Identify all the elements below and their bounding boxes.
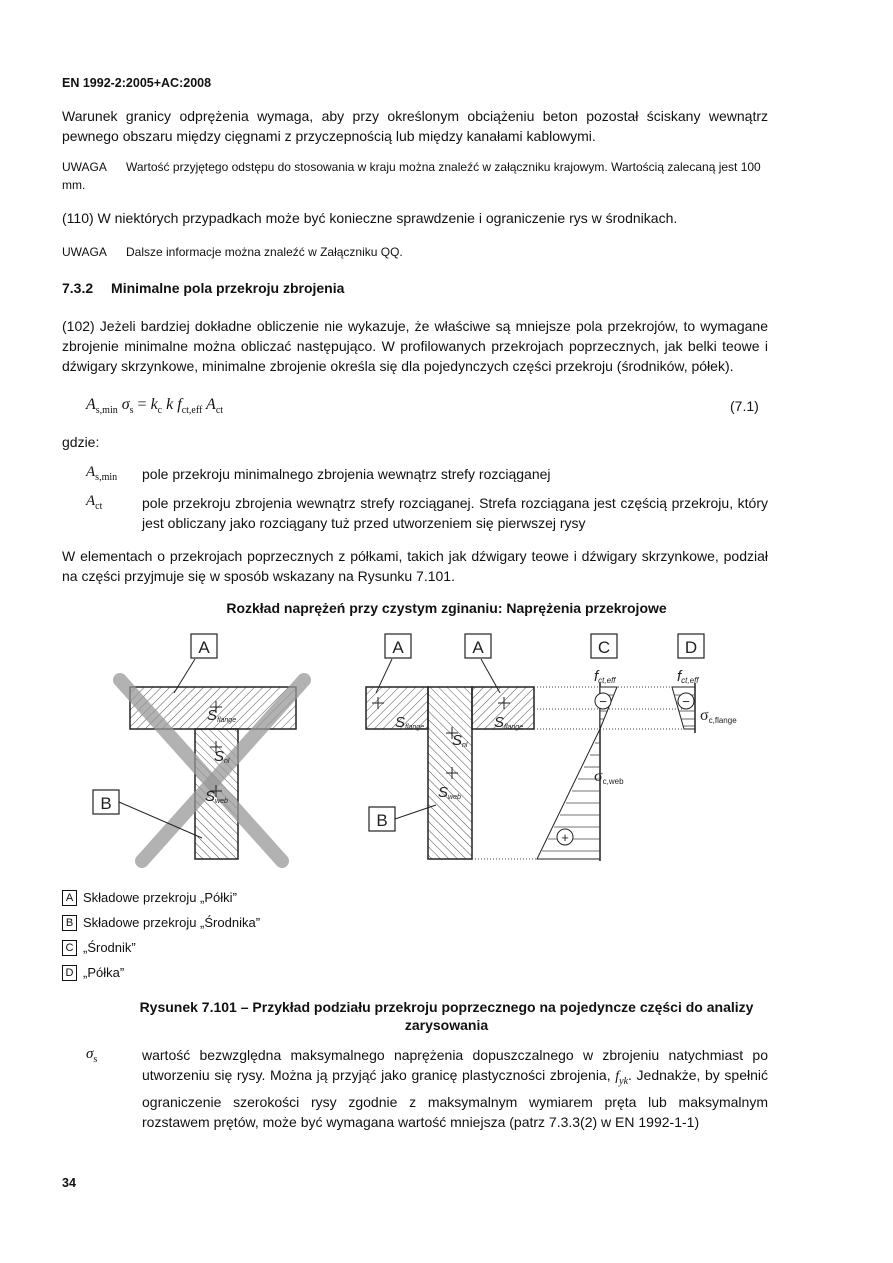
figure-7-101 [62,625,768,875]
def-sub: s,min [95,472,118,483]
def-sub: ct [95,501,103,512]
def-symbol-asmin [86,464,117,483]
note-text: Dalsze informacje można znaleźć w Załączniku QQ. [126,245,403,259]
label-d: D [684,638,698,657]
left-s-web: Sweb [205,788,228,805]
right-s-nl: Snl [452,732,468,749]
legend-text: Składowe przekroju „Środnika” [83,915,261,930]
note-2 [62,243,768,261]
web-minus-sign: − [599,694,607,709]
flange-sigma-label: σc,flange [700,707,737,725]
flange-fct-label: fct,eff [677,668,699,685]
section-number: 7.3.2 [62,280,94,296]
sigma-def-fyk-sub: yk [619,1075,629,1087]
right-label-a1: A [392,638,404,657]
eq-kc: k [150,396,158,413]
eq-f-sub: ct,eff [181,405,203,417]
sigma-def-part1: wartość bezwzględna maksymalnego naprężenia dopuszczalnego w zbrojeniu natychmiast po utworzeniu się rysy. Można ją przyjąć jako granicę plastyczności zbrojenia, [142,1047,768,1083]
sigma-def-part2: . Jednakże, by spełnić ograniczenie szerokości rysy zgodnie z maksymalnym wymiarem pręta lub maksymalnym rozstawem prętów, może być wymagana wartość mniejsza (patrz 7.3.3(2) w EN 1992-1-1) [142,1067,768,1130]
note-1 [62,158,768,194]
legend-item-d [62,960,260,985]
def-text-act: pole przekroju zbrojenia wewnątrz strefy rozciąganej. Strefa rozciągana jest częścią przekroju, który jest obliczany jako rozciągany tuż przed utworzeniem się pierwszej rysy [142,495,768,531]
eq-equals: = [133,396,151,413]
eq-k: k [162,396,178,413]
legend-item-c [62,935,260,960]
section-title: Minimalne pola przekroju zbrojenia [111,280,345,296]
figure-caption: Rysunek 7.101 – Przykład podziału przekroju poprzecznego na pojedyncze części do analizy zarysowania [139,999,754,1033]
right-s-flange-left: Sflange [395,714,425,731]
paragraph-elements: W elementach o przekrojach poprzecznych z półkami, takich jak dźwigary teowe i dźwigary skrzynkowe, podział na części przyjmuje się w sposób wskazany na Rysunku 7.101. [62,548,768,584]
web-stress-diagram [537,634,624,861]
crossed-t-section [93,634,304,861]
figure-title: Rozkład naprężeń przy czystym zginaniu: Naprężenia przekrojowe [226,600,667,616]
def-sym: A [86,464,96,480]
paragraph-110: (110) W niektórych przypadkach może być konieczne sprawdzenie i ograniczenie rys w środnikach. [62,210,678,226]
legend-key: D [62,965,77,981]
equation-7-1 [86,396,223,416]
note-tag: UWAGA [62,245,107,259]
web-fct-label: fct,eff [594,668,616,685]
right-s-web: Sweb [438,784,461,801]
legend-text: „Półka” [83,965,125,980]
left-label-b: B [100,794,112,813]
flange-stress-diagram [672,634,737,733]
def-text-asmin: pole przekroju minimalnego zbrojenia wewnątrz strefy rozciąganej [142,466,551,482]
legend-item-a [62,885,260,910]
legend-key: B [62,915,77,931]
legend-key: A [62,890,77,906]
figure-legend [62,885,260,985]
eq-act-sub: ct [215,405,224,417]
right-label-a2: A [472,638,484,657]
left-label-a: A [198,638,210,657]
def-sym: A [86,493,96,509]
paragraph-decompression: Warunek granicy odprężenia wymaga, aby przy określonym obciążeniu beton pozostał ściskany wewnątrz pewnego obszaru między cięgnami z przyczepnością lub między kanałami kablowymi. [62,108,768,144]
legend-item-b [62,910,260,935]
def-sub: s [93,1054,98,1065]
def-text-sigma-s [142,1045,768,1132]
def-symbol-sigma-s [86,1046,97,1065]
left-s-flange: Sflange [207,707,237,724]
web-sigma-label: σc,web [594,768,624,786]
flange-minus-sign: − [682,694,690,709]
eq-act: A [202,396,216,413]
section-heading [62,280,344,296]
label-c: C [597,638,611,657]
def-sym: σ [86,1046,94,1062]
page-number: 34 [62,1176,76,1190]
eq-sigma: σ [121,396,130,413]
eq-sigma-sub: s [129,405,134,417]
legend-text: Składowe przekroju „Półki” [83,890,237,905]
where-label: gdzie: [62,434,100,450]
sigma-def-fyk: f [615,1069,620,1084]
divided-t-section [366,634,534,859]
web-plus-sign: + [561,830,569,845]
eq-as-sub: s,min [95,405,118,417]
note-tag: UWAGA [62,160,107,174]
eq-f: f [177,396,182,413]
note-text: Wartość przyjętego odstępu do stosowania w kraju można znaleźć w załączniku krajowym. Wartością zalecaną jest 100 mm. [62,160,761,192]
legend-text: „Środnik” [83,940,136,955]
left-s-nl: Snl [214,748,230,765]
right-s-flange-right: Sflange [494,714,524,731]
document-header: EN 1992-2:2005+AC:2008 [62,76,212,90]
right-label-b: B [376,811,388,830]
legend-key: C [62,940,77,956]
eq-kc-sub: c [157,405,163,417]
def-symbol-act [86,493,102,512]
paragraph-102: (102) Jeżeli bardziej dokładne obliczenie nie wykazuje, że właściwe są mniejsze pola przekrojów, to wymagane zbrojenie minimalne można obliczać następująco. W profilowanych przekrojach poprzecznych, jak belki teowe i dźwigary skrzynkowe, minimalne zbrojenie określa się dla pojedynczych części przekroju (środników, półek). [62,318,768,374]
eq-as: A [86,396,96,413]
equation-number: (7.1) [730,398,759,414]
